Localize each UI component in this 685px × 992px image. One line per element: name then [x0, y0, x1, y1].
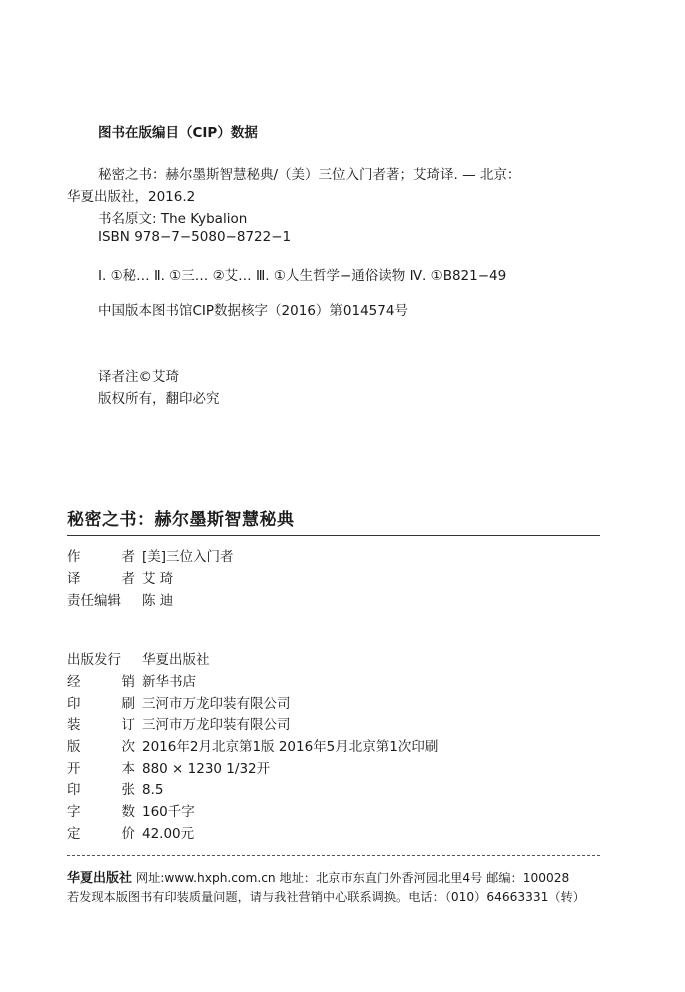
credit-value: [美]三位入门者: [142, 549, 234, 565]
label-char: 译: [67, 571, 81, 587]
label-char: 版: [67, 739, 81, 755]
credit-label: 责任编辑: [67, 593, 121, 609]
pub-value: 42.00元: [142, 826, 195, 842]
label-char: 数: [121, 804, 135, 820]
cip-record-number: 中国版本图书馆CIP数据核字（2016）第014574号: [98, 303, 408, 319]
cip-classification: Ⅰ. ①秘… Ⅱ. ①三… ②艾… Ⅲ. ①人生哲学−通俗读物 Ⅳ. ①B821−49: [98, 268, 507, 284]
pub-value: 三河市万龙印装有限公司: [142, 696, 291, 712]
title-divider: [67, 535, 600, 536]
label-char: 订: [121, 717, 135, 733]
label-char: 刷: [121, 696, 135, 712]
pub-value: 8.5: [142, 782, 164, 798]
credit-value: 艾 琦: [142, 571, 174, 587]
label-char: 销: [121, 674, 135, 690]
cip-isbn: ISBN 978−7−5080−8722−1: [98, 229, 292, 245]
pub-value: 2016年2月北京第1版 2016年5月北京第1次印刷: [142, 739, 439, 755]
cip-line: 秘密之书：赫尔墨斯智慧秘典/（美）三位入门者著；艾琦译. — 北京：: [98, 167, 521, 183]
footer-contact: 网址:www.hxph.com.cn 地址：北京市东直门外香河园北里4号 邮编：100028: [135, 871, 570, 885]
footer-divider: [67, 855, 600, 856]
footer-contact-line: [67, 867, 569, 886]
label-char: 次: [121, 739, 135, 755]
label-char: 字: [67, 804, 81, 820]
label-char: 价: [121, 826, 135, 842]
cip-title: 图书在版编目（CIP）数据: [98, 125, 258, 141]
label-char: 印: [67, 782, 81, 798]
cip-line: 书名原文: The Kybalion: [98, 211, 248, 227]
footer-publisher: 华夏出版社: [67, 871, 133, 886]
pub-value: 160千字: [142, 804, 195, 820]
label-char: 本: [121, 761, 135, 777]
footer-quality-notice: 若发现本版图书有印装质量问题，请与我社营销中心联系调换。电话：（010）64663331（转）: [67, 890, 585, 904]
label-char: 张: [121, 782, 135, 798]
cip-line: 华夏出版社，2016.2: [67, 189, 196, 205]
pub-label: 出版发行: [67, 652, 121, 668]
label-char: 装: [67, 717, 81, 733]
label-char: 开: [67, 761, 81, 777]
copyright-notice: 版权所有，翻印必究: [98, 391, 220, 407]
pub-value: 880 × 1230 1/32开: [142, 761, 271, 777]
label-char: 者: [121, 571, 135, 587]
label-char: 经: [67, 674, 81, 690]
pub-value: 新华书店: [142, 674, 196, 690]
book-title: 秘密之书：赫尔墨斯智慧秘典: [67, 510, 295, 530]
pub-value: 华夏出版社: [142, 652, 210, 668]
label-char: 印: [67, 696, 81, 712]
label-char: 定: [67, 826, 81, 842]
pub-value: 三河市万龙印装有限公司: [142, 717, 291, 733]
label-char: 者: [121, 549, 135, 565]
label-char: 作: [67, 549, 81, 565]
translator-note: 译者注©艾琦: [98, 369, 179, 385]
credit-value: 陈 迪: [142, 593, 174, 609]
